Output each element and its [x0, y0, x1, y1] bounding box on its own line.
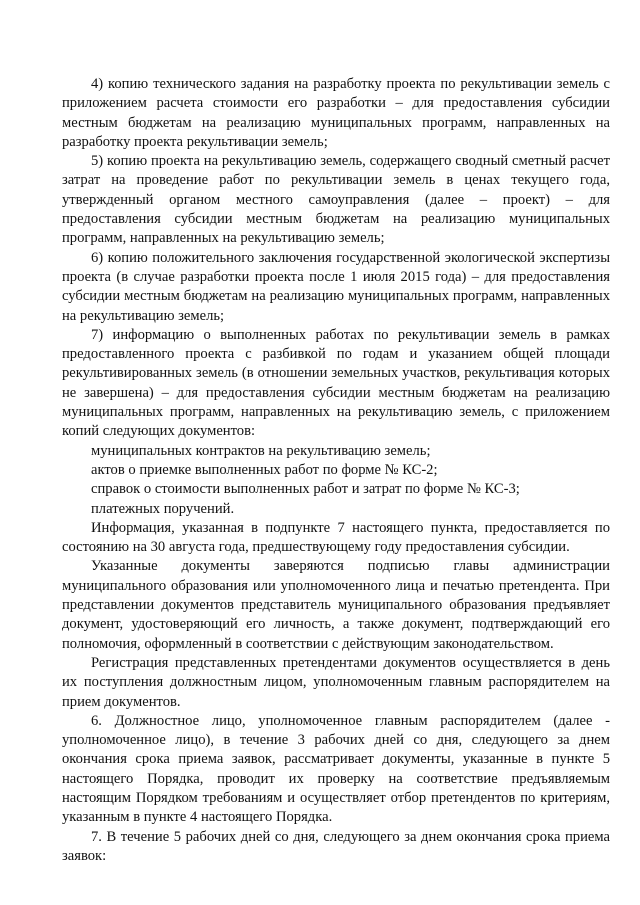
certification-paragraph: Указанные документы заверяются подписью главы администрации муниципального образования или уполномоченного лица и печатью претендента. При представлении документов представитель муниципального образования предъявляет документ, удостоверяющий его личность, а также документ, подтверждающий его полномочия, оформленный в соответствии с действующим законодательством. — [62, 558, 610, 652]
document-page — [62, 75, 610, 866]
section-6-paragraph: 6. Должностное лицо, уполномоченное главным распорядителем (далее - уполномоченное лицо), в течение 3 рабочих дней со дня, следующего за днем окончания срока приема заявок, рассматривает документы, указанные в пункте 5 настоящего Порядка, проводит их проверку на соответствие предъявляемым настоящим Порядком требованиям и осуществляет отбор претендентов по критериям, указанным в пункте 4 настоящего Порядка. — [62, 712, 610, 826]
list-item-ks2-acts: актов о приемке выполненных работ по форме № КС-2; — [91, 461, 438, 478]
registration-paragraph: Регистрация представленных претендентами документов осуществляется в день их поступления должностным лицом, уполномоченным главным распорядителем на прием документов. — [62, 654, 610, 710]
list-item-contracts: муниципальных контрактов на рекультивацию земель; — [91, 442, 431, 459]
item-7-paragraph: 7) информацию о выполненных работах по рекультивации земель в рамках предоставленного проекта с разбивкой по годам и указанием общей площади рекультивированных земель (в отношении земельных участков, рекультивация которых не завершена) – для предоставления субсидии местным бюджетам на реализацию муниципальных программ, направленных на рекультивацию земель, с приложением копий следующих документов: — [62, 326, 610, 440]
list-item-ks3-certificates: справок о стоимости выполненных работ и затрат по форме № КС-3; — [91, 481, 520, 498]
info-deadline-paragraph: Информация, указанная в подпункте 7 настоящего пункта, предоставляется по состоянию на 30 августа года, предшествующему году предоставления субсидии. — [62, 519, 610, 556]
item-4-paragraph: 4) копию технического задания на разработку проекта по рекультивации земель с приложением расчета стоимости его разработки – для предоставления субсидии местным бюджетам на реализацию муниципальных программ, направленных на разработку проекта рекультивации земель; — [62, 76, 610, 150]
item-6-paragraph: 6) копию положительного заключения государственной экологической экспертизы проекта (в случае разработки проекта после 1 июля 2015 года) – для предоставления субсидии местным бюджетам на реализацию муниципальных программ, направленных на рекультивацию земель; — [62, 249, 610, 324]
item-5-paragraph: 5) копию проекта на рекультивацию земель, содержащего сводный сметный расчет затрат на проведение работ по рекультивации земель в ценах текущего года, утвержденный органом местного самоуправления (далее – проект) – для предоставления субсидии местным бюджетам на реализацию муниципальных программ, направленных на рекультивацию земель; — [62, 153, 610, 247]
list-item-payment-orders: платежных поручений. — [91, 500, 235, 517]
section-7-paragraph: 7. В течение 5 рабочих дней со дня, следующего за днем окончания срока приема заявок: — [62, 828, 610, 864]
